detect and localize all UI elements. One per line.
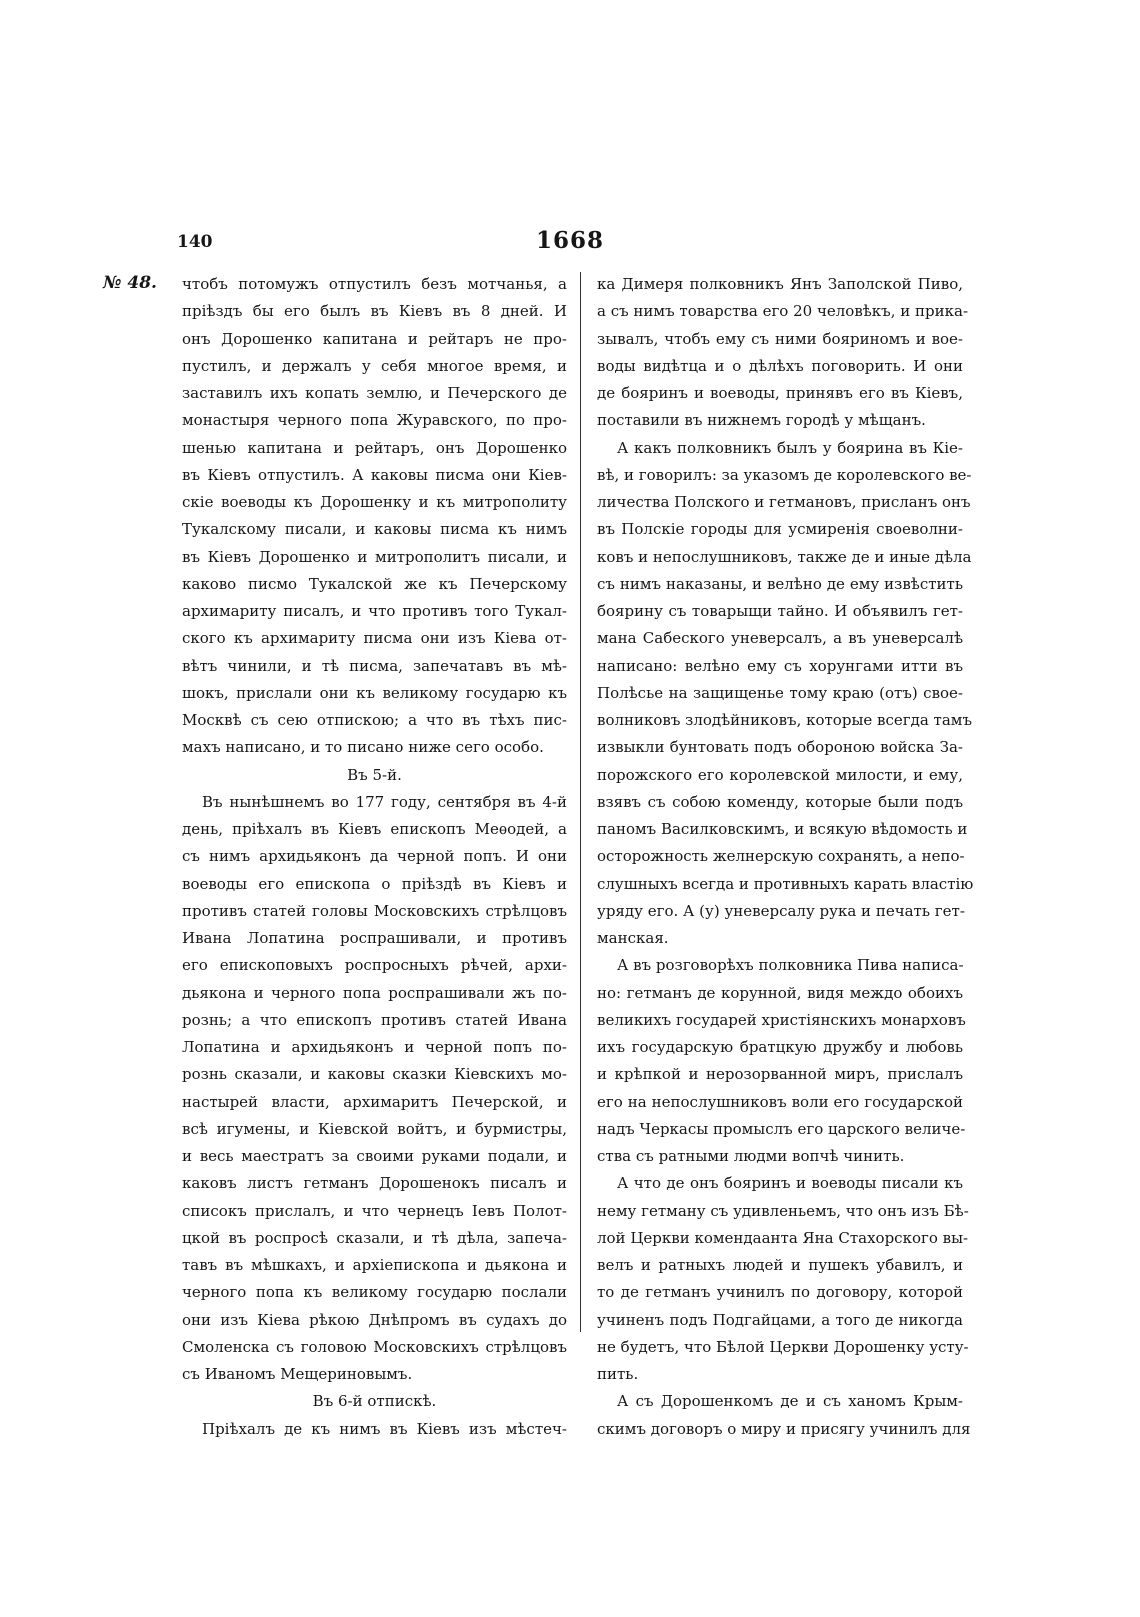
text-line: онъ Дорошенко капитана и рейтаръ не про- — [182, 329, 567, 348]
text-line: воеводы его епископа о пріѣздѣ въ Кіевъ и — [182, 874, 567, 893]
text-line: ковъ и непослушниковъ, также де и иные дѣла — [597, 547, 972, 566]
document-number: № 48. — [103, 273, 157, 293]
text-line: порожского его королевской милости, и ему, — [597, 765, 963, 784]
text-line: личества Полского и гетмановъ, присланъ онъ — [597, 493, 971, 511]
text-line: написано: велѣно ему съ хорунгами итти въ — [597, 656, 963, 675]
text-line: черного попа къ великому государю послали — [182, 1283, 567, 1302]
text-line: его епископовыхъ роспросныхъ рѣчей, архи- — [182, 956, 567, 975]
text-line: А съ Дорошенкомъ де и съ ханомъ Крым- — [617, 1392, 963, 1411]
text-line: монастыря черного попа Журавского, по про- — [182, 411, 567, 430]
page-year: 1668 — [535, 227, 604, 254]
text-line: Тукалскому писали, и каковы писма къ нимъ — [182, 520, 567, 539]
text-line: А какъ полковникъ былъ у боярина въ Кіе- — [617, 438, 963, 457]
text-line: осторожность желнерскую сохранять, а непо- — [597, 847, 965, 866]
text-line: Лопатина и архидьяконъ и черной попъ по- — [182, 1038, 567, 1056]
text-line: взявъ съ собою коменду, которые были подъ — [597, 792, 963, 811]
text-line: его на непослушниковъ воли его государской — [597, 1092, 963, 1111]
text-line: де бояринъ и воеводы, принявъ его въ Кіевъ, — [597, 384, 963, 402]
text-line: рознь сказали, и каковы сказки Кіевскихъ мо- — [182, 1065, 567, 1084]
column-divider — [580, 272, 581, 1332]
text-line: въ Кіевъ Дорошенко и митрополитъ писали, и — [182, 547, 567, 566]
text-line: извыкли бунтовать подъ обороною войска За- — [597, 738, 963, 757]
text-line: а съ нимъ товарства его 20 человѣкъ, и прика- — [597, 302, 969, 321]
text-line: скимъ договоръ о миру и присягу учинилъ для — [597, 1419, 971, 1438]
text-line: Пріѣхалъ де къ нимъ въ Кіевъ изъ мѣстеч- — [202, 1419, 567, 1438]
text-line: скіе воеводы къ Дорошенку и къ митрополиту — [182, 493, 567, 511]
text-line: надъ Черкасы промыслъ его царского величе- — [597, 1119, 966, 1138]
text-line: пустилъ, и держалъ у себя многое время, и — [182, 356, 567, 375]
text-line: Смоленска съ головою Московскихъ стрѣлцовъ — [182, 1337, 567, 1356]
text-line: чтобъ потомужъ отпустилъ безъ мотчанья, а — [182, 275, 567, 293]
text-line: нему гетману съ удивленьемъ, что онъ изъ Бѣ- — [597, 1201, 969, 1220]
text-line: противъ статей головы Московскихъ стрѣлцовъ — [182, 901, 567, 920]
left-column — [182, 271, 567, 1443]
text-line: поставили въ нижнемъ городѣ у мѣщанъ. — [597, 411, 926, 430]
text-line: зывалъ, чтобъ ему съ ними бояриномъ и вое- — [597, 329, 963, 348]
text-line: съ нимъ архидьяконъ да черной попъ. И они — [182, 847, 567, 866]
text-line: слушныхъ всегда и противныхъ карать властію — [597, 874, 974, 893]
text-line: мана Сабеского уневерсалъ, а въ уневерсалѣ — [597, 629, 963, 648]
text-line: А что де онъ бояринъ и воеводы писали къ — [617, 1174, 963, 1193]
text-line: они изъ Кіева рѣкою Днѣпромъ въ судахъ до — [182, 1310, 567, 1329]
text-line: каково писмо Тукалской же къ Печерскому — [182, 574, 567, 593]
text-line: то де гетманъ учинилъ по договору, которой — [597, 1283, 963, 1302]
text-line: воды видѣтца и о дѣлѣхъ поговорить. И они — [597, 356, 963, 375]
text-line: волниковъ злодѣйниковъ, которые всегда тамъ — [597, 711, 973, 729]
text-line: день, пріѣхалъ въ Кіевъ епископъ Меѳодей, а — [182, 820, 567, 838]
text-line: съ нимъ наказаны, и велѣно де ему извѣстить — [597, 574, 963, 593]
text-line: каковъ листъ гетманъ Дорошенокъ писалъ и — [182, 1174, 567, 1193]
text-line: Полѣсье на защищенье тому краю (отъ) свое- — [597, 683, 963, 702]
text-line: пить. — [597, 1365, 639, 1383]
section-heading: Въ 6-й отпискѣ. — [312, 1392, 437, 1411]
text-line: велъ и ратныхъ людей и пушекъ убавилъ, и — [597, 1256, 963, 1274]
text-line: шенью капитана и рейтаръ, онъ Дорошенко — [182, 438, 567, 457]
text-line: манская. — [597, 929, 669, 947]
text-line: въ Кіевъ отпустилъ. А каковы писма они Кіев- — [182, 465, 567, 484]
text-line: но: гетманъ де корунной, видя междо обоихъ — [597, 983, 963, 1002]
text-line: вѣ, и говорилъ: за указомъ де королевского ве- — [597, 465, 972, 484]
text-line: съ Иваномъ Мещериновымъ. — [182, 1365, 413, 1383]
text-line: заставилъ ихъ копать землю, и Печерского де — [182, 384, 567, 402]
text-line: тавъ въ мѣшкахъ, и архіепископа и дьякона и — [182, 1256, 567, 1274]
text-line: въ Полскіе городы для усмиренія своеволни- — [597, 520, 963, 539]
text-line: ского къ архимариту писма они изъ Кіева от- — [182, 629, 567, 648]
text-line: списокъ прислалъ, и что чернецъ Іевъ Полот- — [182, 1201, 567, 1220]
text-line: уряду его. А (у) уневерсалу рука и печать гет- — [597, 901, 965, 920]
text-line: учиненъ подъ Подгайцами, а того де никогда — [597, 1310, 963, 1329]
text-line: рознь; а что епископъ противъ статей Ивана — [182, 1010, 567, 1029]
text-line: боярину съ товарыщи тайно. И объявилъ гет- — [597, 602, 963, 620]
text-line: и крѣпкой и нерозорванной миръ, прислалъ — [597, 1065, 963, 1084]
text-line: шокъ, прислали они къ великому государю къ — [182, 683, 567, 702]
right-column — [597, 271, 974, 1443]
text-line: вѣтъ чинили, и тѣ писма, запечатавъ въ мѣ- — [182, 656, 567, 675]
text-line: всѣ игумены, и Кіевской войтъ, и бурмистры, — [182, 1119, 567, 1138]
text-line: не будетъ, что Бѣлой Церкви Дорошенку усту- — [597, 1337, 969, 1356]
page-number: 140 — [177, 232, 213, 252]
text-line: Въ нынѣшнемъ во 177 году, сентября въ 4-й — [202, 792, 567, 811]
text-line: Ивана Лопатина роспрашивали, и противъ — [182, 929, 567, 947]
text-line: А въ розговорѣхъ полковника Пива написа- — [617, 956, 964, 975]
text-line: махъ написано, и то писано ниже сего особо. — [182, 738, 544, 757]
text-line: цкой въ роспросѣ сказали, и тѣ дѣла, запеча- — [182, 1228, 567, 1247]
text-line: Москвѣ съ сею отпискою; а что въ тѣхъ пис- — [182, 711, 567, 729]
text-line: настырей власти, архимаритъ Печерской, и — [182, 1092, 567, 1111]
text-line: лой Церкви комендаанта Яна Стахорского вы- — [597, 1228, 969, 1247]
text-line: архимариту писалъ, и что противъ того Тукал- — [182, 602, 567, 620]
text-line: паномъ Василковскимъ, и всякую вѣдомость и — [597, 820, 968, 838]
text-line: великихъ государей христіянскихъ монарховъ — [597, 1010, 966, 1029]
text-line: дьякона и черного попа роспрашивали жъ по- — [182, 983, 567, 1002]
text-line: ства съ ратными людми вопчѣ чинить. — [597, 1147, 905, 1165]
text-line: пріѣздъ бы его былъ въ Кіевъ въ 8 дней. И — [182, 302, 567, 321]
text-line: ихъ государскую братцкую дружбу и любовь — [597, 1038, 963, 1056]
text-line: ка Димеря полковникъ Янъ Заполской Пиво, — [597, 275, 963, 293]
text-line: и весь маестратъ за своими руками подали, и — [182, 1147, 567, 1165]
section-heading: Въ 5-й. — [347, 765, 402, 784]
